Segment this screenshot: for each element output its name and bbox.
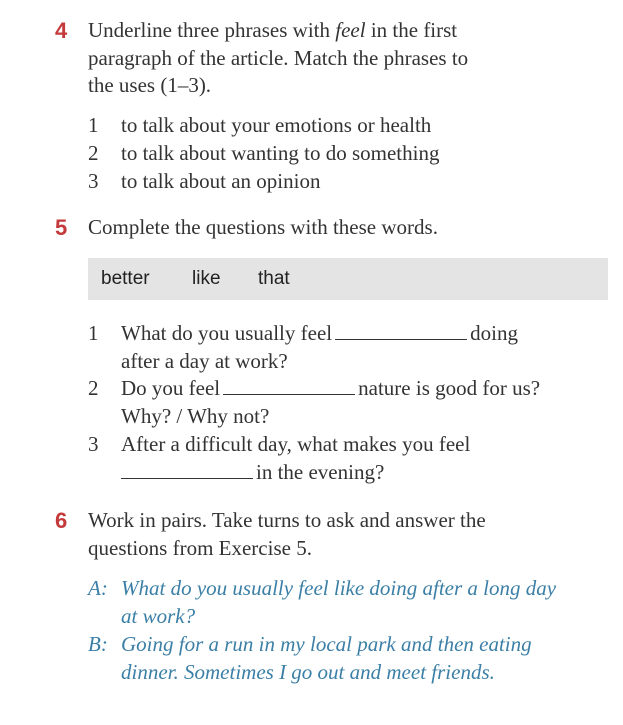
exercise-4-instruction — [88, 17, 568, 100]
speaker-label: B: — [88, 632, 108, 656]
exercise-6-number: 6 — [55, 508, 68, 533]
item-number: 3 — [88, 432, 99, 456]
question-text: nature is good for us? — [358, 376, 541, 400]
instruction-text: Underline three phrases with — [88, 18, 336, 42]
word-that: that — [258, 268, 290, 289]
dialogue-line-b — [88, 630, 618, 686]
dialogue-text: at work? — [121, 604, 196, 628]
item-text: to talk about an opinion — [121, 169, 321, 193]
instruction-text: Work in pairs. Take turns to ask and answer the — [88, 508, 486, 532]
question-text: Why? / Why not? — [121, 403, 270, 428]
word-like: like — [192, 268, 221, 289]
instruction-text: the uses (1–3). — [88, 73, 212, 97]
list-item — [88, 112, 618, 140]
dialogue-text: dinner. Sometimes I go out and meet friends. — [121, 660, 495, 684]
item-number: 1 — [88, 321, 99, 345]
word-box — [88, 258, 608, 300]
item-text: to talk about your emotions or health — [121, 113, 432, 137]
question-text: After a difficult day, what makes you feel — [121, 432, 471, 456]
question-1 — [88, 320, 618, 375]
item-number: 1 — [88, 113, 99, 137]
answer-blank[interactable] — [335, 321, 467, 340]
question-text: in the evening? — [256, 459, 385, 484]
instruction-italic: feel — [335, 18, 366, 42]
item-text: to talk about wanting to do something — [121, 141, 440, 165]
dialogue-text: Going for a run in my local park and then eating — [121, 632, 532, 656]
instruction-text: questions from Exercise 5. — [88, 535, 312, 560]
item-number: 2 — [88, 141, 99, 165]
speaker-label: A: — [88, 576, 108, 600]
exercise-5-number: 5 — [55, 215, 68, 240]
question-text: doing — [470, 321, 518, 345]
answer-blank[interactable] — [121, 460, 253, 479]
question-text: What do you usually feel — [121, 321, 333, 345]
list-item — [88, 168, 618, 196]
dialogue-text: What do you usually feel like doing after a long day — [121, 576, 557, 600]
list-item — [88, 140, 618, 168]
exercise-4-number: 4 — [55, 18, 68, 43]
item-number: 2 — [88, 376, 99, 400]
instruction-text: paragraph of the article. Match the phrases to — [88, 45, 469, 70]
exercise-5-instruction: Complete the questions with these words. — [88, 215, 438, 239]
exercise-6-instruction — [88, 507, 608, 562]
answer-blank[interactable] — [223, 376, 355, 395]
question-3 — [88, 431, 618, 486]
question-2 — [88, 375, 618, 430]
item-number: 3 — [88, 169, 99, 193]
question-text: after a day at work? — [121, 348, 288, 373]
question-text: Do you feel — [121, 376, 221, 400]
word-better: better — [101, 268, 150, 289]
dialogue-line-a — [88, 574, 618, 630]
instruction-text: in the first — [365, 18, 458, 42]
